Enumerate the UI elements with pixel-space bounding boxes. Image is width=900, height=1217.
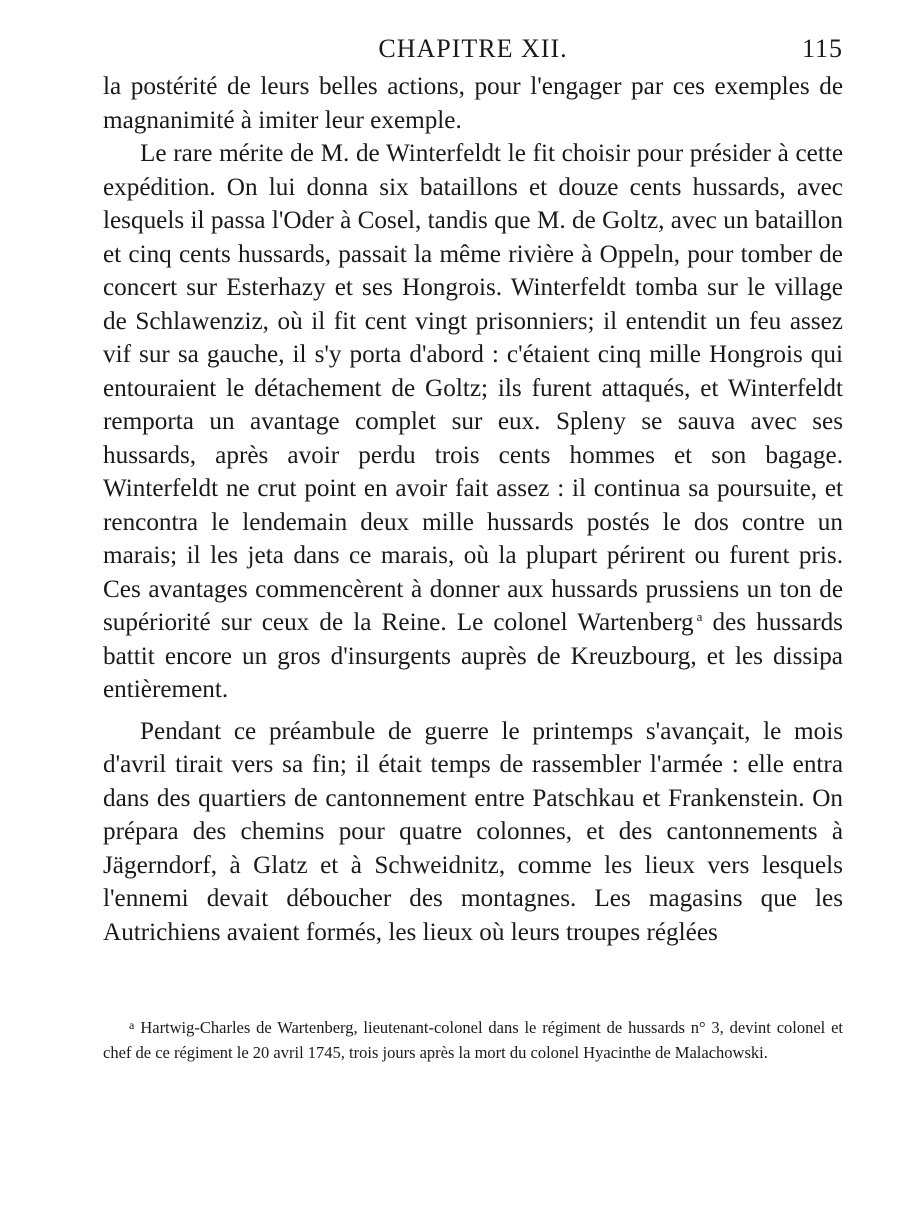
- paragraph-3: Pendant ce préambule de guerre le printemps s'avançait, le mois d'avril tirait vers sa fin; il était temps de rassembler l'armée : elle entra dans des quartiers de cantonnement entre Patschkau et Frankenstein. On prépara des chemins pour quatre colonnes, et des cantonnements à Jägerndorf, à Glatz et à Schweidnitz, comme les lieux vers lesquels l'ennemi devait déboucher des montagnes. Les magasins que les Autrichiens avaient formés, les lieux où leurs troupes réglées: [103, 717, 843, 946]
- paragraph-2-text-a: Le rare mérite de M. de Winterfeldt le fit choisir pour présider à cette expédition. On lui donna six bataillons et douze cents hussards, avec lesquels il passa l'Oder à Cosel, tandis que M. de Goltz, avec un bataillon et cinq cents hussards, passait la même rivière à Oppeln, pour tomber de concert sur Esterhazy et ses Hongrois. Winterfeldt tomba sur le village de Schlawenziz, où il fit cent vingt prisonniers; il entendit un feu assez vif sur sa gauche, il s'y porta d'abord : c'étaient cinq mille Hongrois qui entouraient le détachement de Goltz; ils furent attaqués, et Winterfeldt remporta un avantage complet sur eux. Spleny se sauva avec ses hussards, après avoir perdu trois cents hommes et son bagage. Winterfeldt ne crut point en avoir fait assez : il continua sa poursuite, et rencontra le lendemain deux mille hussards postés le dos contre un marais; il les jeta dans ce marais, où la plupart périrent ou furent pris. Ces avantages commencèrent à donner aux hussards prussiens un ton de supériorité sur ceux de la Reine. Le colonel Wartenberg: [103, 140, 843, 636]
- footnote-a: [103, 1013, 843, 1065]
- page-number: 115: [801, 34, 843, 63]
- chapter-title: CHAPITRE XII.: [378, 34, 568, 63]
- footnote-letter: a: [129, 1018, 135, 1032]
- book-page: [103, 30, 843, 1062]
- footnote-text: Hartwig-Charles de Wartenberg, lieutenant-colonel dans le régiment de hussards n° 3, devint colonel et chef de ce régiment le 20 avril 1745, trois jours après la mort du colonel Hyacinthe de Malachowski.: [103, 1018, 843, 1062]
- body-text: [103, 70, 843, 949]
- running-head: [103, 30, 843, 70]
- paragraph-1: la postérité de leurs belles actions, pour l'engager par ces exemples de magnanimité à imiter leur exemple.: [103, 73, 843, 134]
- footnote-reference: a: [696, 609, 703, 624]
- paragraph-2: [103, 137, 843, 707]
- paragraph-2-text-b: des hussards battit encore un gros d'insurgents auprès de Kreuzbourg, et les dissipa entièrement.: [103, 609, 843, 703]
- footnotes: [103, 1013, 843, 1065]
